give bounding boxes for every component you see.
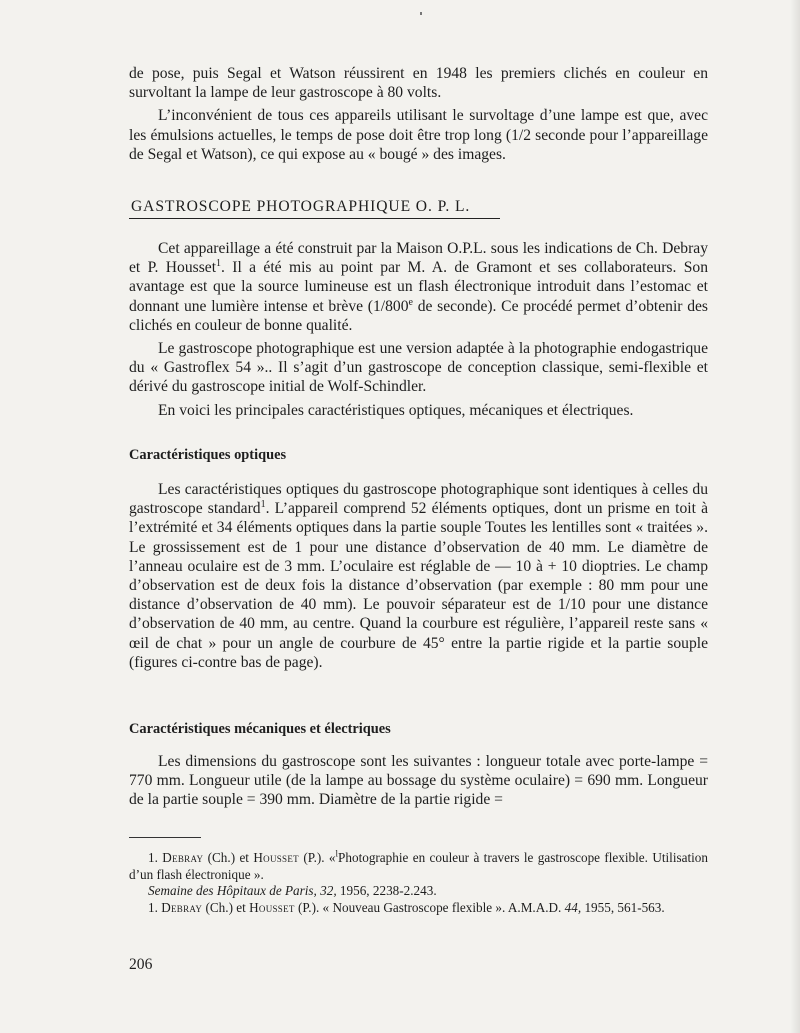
print-speck xyxy=(420,12,422,15)
footnote-1: 1. Debray (Ch.) et Housset (P.). «$^l$Photographie en couleur à travers le gastroscope flexible. Utilisation d’un flash électronique ». xyxy=(129,848,708,882)
section-title-underline xyxy=(129,218,500,219)
footnotes xyxy=(129,850,708,916)
inconvenient-paragraph: L’inconvénient de tous ces appareils utilisant le survoltage d’une lampe est que, avec les émulsions actuelles, le temps de pose doit être trop long (1/2 seconde pour l’appareillage de Segal et Watson), ce qui expose au « bougé » des images. xyxy=(129,107,708,163)
footnote-1-citation: Semaine des Hôpitaux de Paris, 32, 1956, 2238-2.243. xyxy=(148,883,437,899)
optics-paragraph: Les caractéristiques optiques du gastroscope photographique sont identiques à celles du gastroscope standard$^1$. L’appareil comprend 52 éléments optiques, dont un prisme en toit à l’extrémité et 34 éléments optiques dans la partie souple Toutes les lentilles sont « traitées ». Le grossissement est de 1 pour une distance d’observation de 40 mm. Le diamètre de l’anneau oculaire est de 3 mm. L’oculaire est réglable de — 10 à + 10 dioptries. Le champ d’observation est de deux fois la distance d’observation (par exemple : 80 mm pour une distance d’observation de 40 mm). Le pouvoir séparateur est de 1/10 pour une distance d’observation de 40 mm, au centre. Quand la courbure est régulière, l’appareil reste sans « œil de chat » pour un angle de courbure de 45° entre la partie rigide et la partie souple (figures ci-contre bas de page). xyxy=(129,481,709,671)
footnote-2: 1. Debray (Ch.) et Housset (P.). « Nouveau Gastroscope flexible ». A.M.A.D. 44, 1955, 561-563. xyxy=(148,899,665,915)
intro-characteristics-paragraph: En voici les principales caractéristiques optiques, mécaniques et électriques. xyxy=(158,401,634,419)
opl-paragraph: Cet appareillage a été construit par la Maison O.P.L. sous les indications de Ch. Debray et P. Housset$^1$. Il a été mis au point par M. A. de Gramont et ses collaborateurs. Son avantage est que la source lumineuse est un flash électronique introduit dans l’estomac et donnant une lumière intense et brève (1/800e de seconde). Ce procédé permet d’obtenir des clichés en couleur de bonne qualité. xyxy=(129,240,708,334)
footnote-separator xyxy=(129,837,201,838)
mechanics-heading: Caractéristiques mécaniques et électriques xyxy=(129,721,391,737)
top-text-block xyxy=(129,64,708,164)
continuation-paragraph: de pose, puis Segal et Watson réussirent en 1948 les premiers clichés en couleur en survoltant la lampe de leur gastroscope à 80 volts. xyxy=(129,65,708,102)
gastroflex-paragraph: Le gastroscope photographique est une version adaptée à la photographie endogastrique du « Gastroflex 54 ».. Il s’agit d’un gastroscope de conception classique, semi-flexible et dérivé du gastroscope initial de Wolf-Schindler. xyxy=(129,340,708,396)
mechanics-body xyxy=(129,752,708,810)
section-title: GASTROSCOPE PHOTOGRAPHIQUE O. P. L. xyxy=(131,198,471,215)
optics-body xyxy=(129,480,708,672)
optics-heading: Caractéristiques optiques xyxy=(129,447,287,463)
section-body xyxy=(129,239,708,420)
page-number: 206 xyxy=(129,956,153,973)
page-edge-shadow xyxy=(790,0,800,1033)
dimensions-paragraph: Les dimensions du gastroscope sont les suivantes : longueur totale avec porte-lampe = 770 mm. Longueur utile (de la lampe au bossage du système oculaire) = 690 mm. Longueur de la partie souple = 390 mm. Diamètre de la partie rigide = xyxy=(129,753,708,809)
